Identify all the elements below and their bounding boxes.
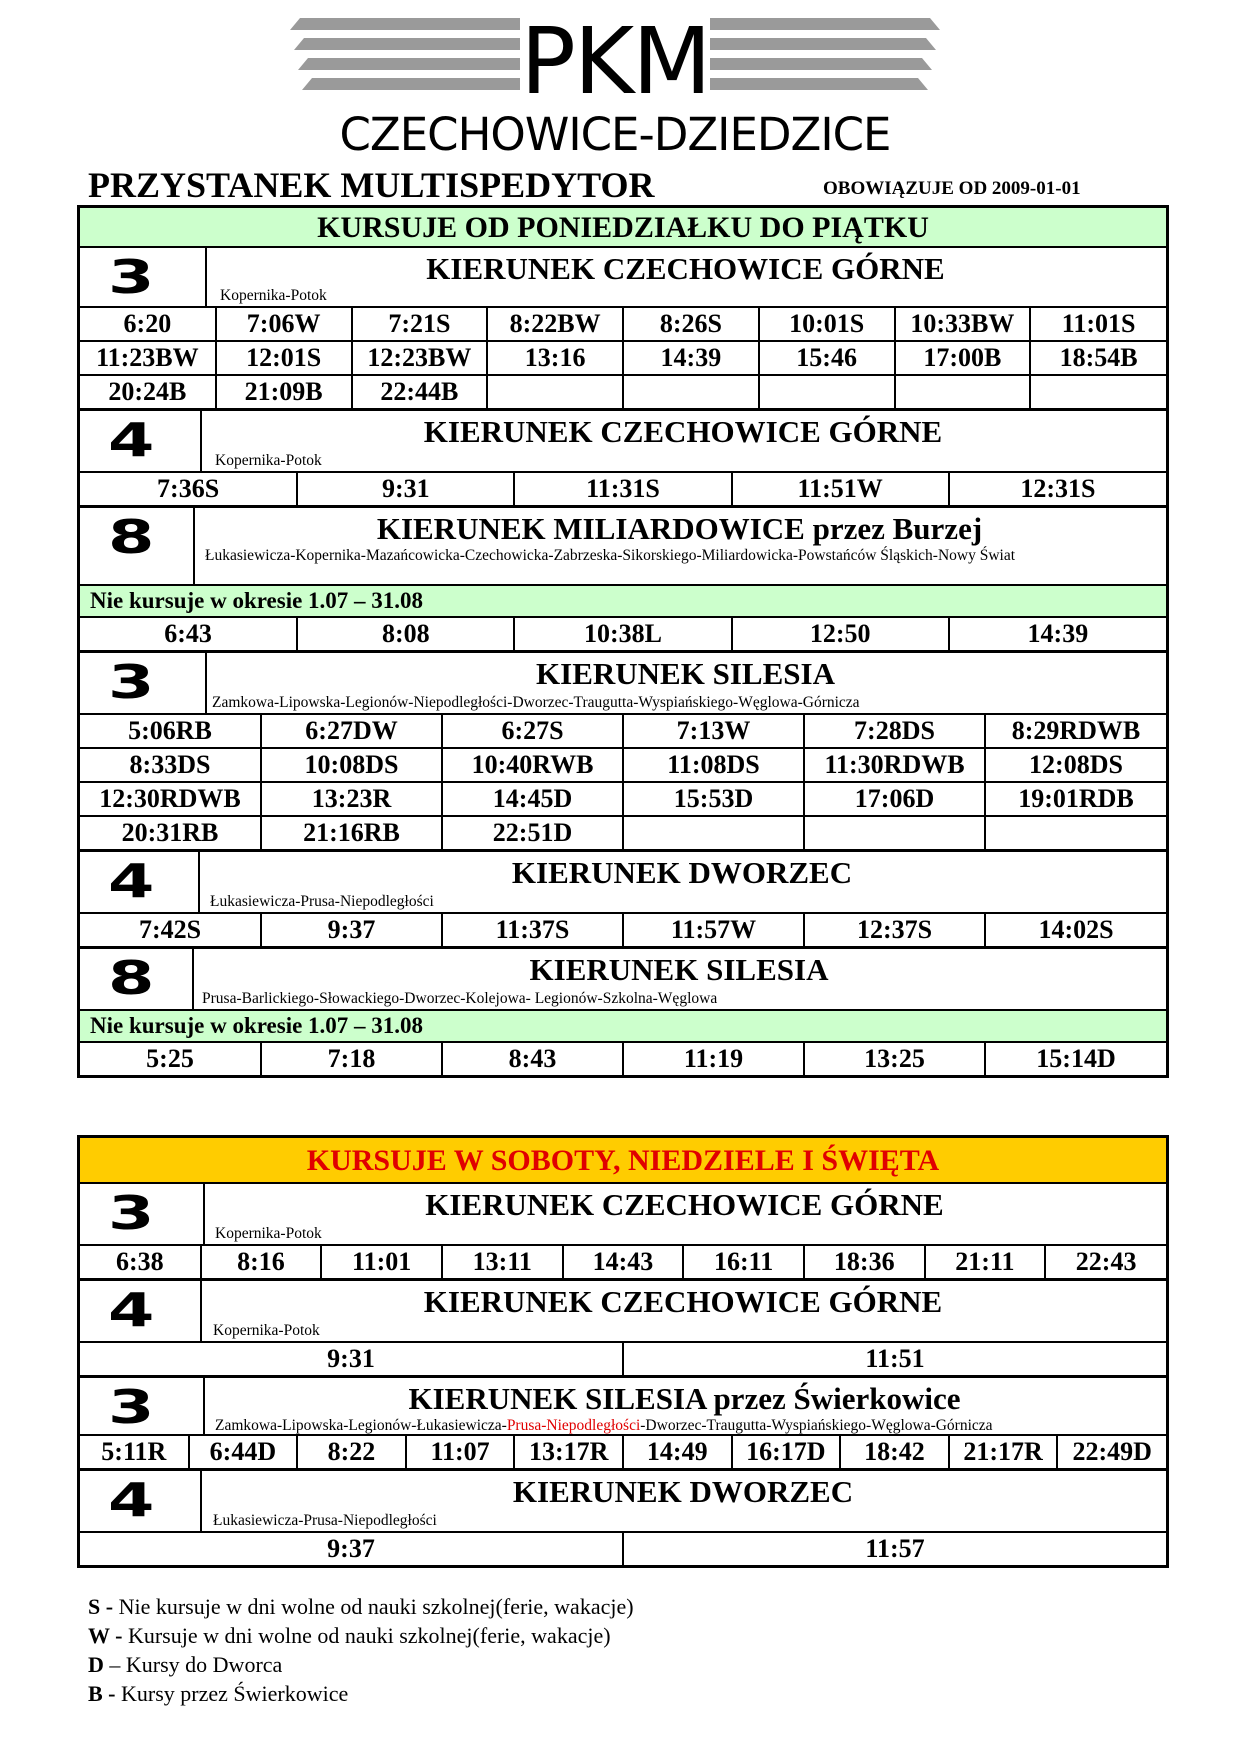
departure-time: 8:22 [297, 1436, 406, 1468]
departure-time: 21:17R [949, 1436, 1058, 1468]
table-row [80, 715, 1166, 748]
route-via: Zamkowa-Lipowska-Legionów-Łukasiewicza-Prusa-Niepodległości-Dworzec-Traugutta-Wyspiańskiego-Węglowa-Górnicza [215, 1417, 993, 1434]
departure-time: 16:11 [683, 1246, 804, 1278]
route-direction: KIERUNEK SILESIA przez Świerkowice [408, 1381, 961, 1416]
route-via: Kopernika-Potok [215, 452, 322, 469]
route-header [80, 508, 1166, 586]
stop-title: PRZYSTANEK MULTISPEDYTOR [88, 165, 655, 205]
departure-time: 12:30RDWB [80, 782, 261, 816]
departure-time: 11:19 [623, 1043, 804, 1075]
route-3 [80, 1184, 1166, 1281]
route-number: 4 [80, 1471, 202, 1531]
route-number: 4 [80, 411, 202, 471]
route-direction: KIERUNEK SILESIA [536, 656, 835, 691]
route-direction: KIERUNEK CZECHOWICE GÓRNE [423, 414, 943, 449]
departure-time: 13:16 [487, 341, 623, 375]
route-header [80, 1471, 1166, 1533]
route-via: Łukasiewicza-Prusa-Niepodległości [210, 893, 434, 910]
route-number: 8 [80, 949, 194, 1009]
route-header [80, 248, 1166, 308]
departure-time: 12:50 [732, 618, 949, 650]
departure-time: 8:26S [623, 308, 759, 341]
departure-time: 6:27DW [261, 715, 442, 748]
departure-table [80, 1436, 1166, 1468]
departure-time: 13:25 [804, 1043, 985, 1075]
table-row [80, 914, 1166, 946]
departure-time: 7:18 [261, 1043, 442, 1075]
departure-time [985, 816, 1166, 849]
departure-time: 6:44D [189, 1436, 298, 1468]
route-4 [80, 411, 1166, 508]
route-via: Kopernika-Potok [213, 1322, 320, 1339]
route-direction: KIERUNEK SILESIA [529, 952, 829, 987]
departure-time: 14:39 [949, 618, 1166, 650]
departure-time: 19:01RDB [985, 782, 1166, 816]
departure-table [80, 1246, 1166, 1278]
departure-time: 22:51D [442, 816, 623, 849]
route-number: 4 [80, 1281, 202, 1341]
weekday-timetable [77, 205, 1169, 1078]
departure-time: 18:54B [1030, 341, 1166, 375]
departure-time: 15:14D [985, 1043, 1166, 1075]
valid-from: OBOWIĄZUJE OD 2009-01-01 [823, 178, 1081, 199]
departure-time: 7:42S [80, 914, 261, 946]
departure-time: 11:23BW [80, 341, 216, 375]
departure-time [804, 816, 985, 849]
departure-time: 11:30RDWB [804, 748, 985, 782]
table-row [80, 1436, 1166, 1468]
departure-table [80, 715, 1166, 849]
weekend-timetable [77, 1135, 1169, 1568]
departure-time: 13:23R [261, 782, 442, 816]
weekend-band: KURSUJE W SOBOTY, NIEDZIELE I ŚWIĘTA [80, 1138, 1166, 1184]
departure-time: 8:22BW [487, 308, 623, 341]
route-number: 3 [80, 248, 207, 306]
departure-time [759, 375, 895, 408]
weekday-band: KURSUJE OD PONIEDZIAŁKU DO PIĄTKU [80, 208, 1166, 248]
route-3 [80, 248, 1166, 411]
departure-time: 8:29RDWB [985, 715, 1166, 748]
departure-time: 11:51W [732, 473, 949, 505]
route-header [80, 653, 1166, 715]
pkm-logo [290, 8, 940, 161]
departure-table [80, 1533, 1166, 1565]
departure-table [80, 1343, 1166, 1375]
route-direction: KIERUNEK DWORZEC [512, 1474, 854, 1509]
departure-table [80, 473, 1166, 505]
departure-time: 9:37 [80, 1533, 623, 1565]
route-header [80, 949, 1166, 1011]
departure-time: 14:39 [623, 341, 759, 375]
departure-time: 11:51 [623, 1343, 1166, 1375]
departure-time: 17:00B [895, 341, 1031, 375]
departure-time: 7:13W [623, 715, 804, 748]
departure-time: 10:33BW [895, 308, 1031, 341]
departure-table [80, 1043, 1166, 1075]
route-3 [80, 653, 1166, 852]
table-row [80, 308, 1166, 341]
table-row [80, 1533, 1166, 1565]
route-8 [80, 508, 1166, 653]
departure-time: 7:21S [352, 308, 488, 341]
departure-time: 7:06W [216, 308, 352, 341]
departure-time: 11:37S [442, 914, 623, 946]
departure-time: 21:11 [925, 1246, 1046, 1278]
departure-time: 15:46 [759, 341, 895, 375]
departure-time: 14:45D [442, 782, 623, 816]
table-row [80, 341, 1166, 375]
departure-time: 21:16RB [261, 816, 442, 849]
table-row [80, 473, 1166, 505]
departure-time: 5:11R [80, 1436, 189, 1468]
logo-city: CZECHOWICE-DZIEDZICE [339, 108, 891, 161]
legend-item: B - Kursy przez Świerkowice [88, 1681, 349, 1706]
route-header [80, 1184, 1166, 1246]
route-via: Łukasiewicza-Kopernika-Mazańcowicka-Czechowicka-Zabrzeska-Sikorskiego-Miliardowicka-Powstańców Śląskich-Nowy Świat [205, 547, 1016, 564]
departure-time: 10:01S [759, 308, 895, 341]
departure-time: 5:25 [80, 1043, 261, 1075]
departure-time: 18:36 [804, 1246, 925, 1278]
route-via: Prusa-Barlickiego-Słowackiego-Dworzec-Kolejowa- Legionów-Szkolna-Węglowa [202, 990, 718, 1007]
departure-time [623, 375, 759, 408]
route-note: Nie kursuje w okresie 1.07 – 31.08 [80, 586, 1166, 618]
table-row [80, 375, 1166, 408]
departure-time: 8:43 [442, 1043, 623, 1075]
route-header [80, 1281, 1166, 1343]
departure-time [487, 375, 623, 408]
departure-time: 11:01 [321, 1246, 442, 1278]
departure-time: 9:31 [80, 1343, 623, 1375]
departure-time: 10:40RWB [442, 748, 623, 782]
departure-time: 8:33DS [80, 748, 261, 782]
table-row [80, 618, 1166, 650]
departure-time: 21:09B [216, 375, 352, 408]
route-4 [80, 852, 1166, 949]
departure-time: 11:31S [514, 473, 731, 505]
departure-time: 6:20 [80, 308, 216, 341]
route-direction: KIERUNEK CZECHOWICE GÓRNE [423, 1284, 943, 1319]
departure-time: 12:01S [216, 341, 352, 375]
departure-time: 6:43 [80, 618, 297, 650]
route-via: Łukasiewicza-Prusa-Niepodległości [213, 1512, 437, 1529]
departure-time: 20:24B [80, 375, 216, 408]
departure-time: 11:57W [623, 914, 804, 946]
departure-time [895, 375, 1031, 408]
route-via: Kopernika-Potok [215, 1225, 322, 1242]
departure-time: 18:42 [840, 1436, 949, 1468]
departure-time: 14:43 [563, 1246, 684, 1278]
route-note: Nie kursuje w okresie 1.07 – 31.08 [80, 1011, 1166, 1043]
departure-time: 17:06D [804, 782, 985, 816]
route-direction: KIERUNEK CZECHOWICE GÓRNE [425, 1187, 944, 1222]
route-4 [80, 1471, 1166, 1565]
departure-time: 9:37 [261, 914, 442, 946]
departure-time: 22:44B [352, 375, 488, 408]
departure-table [80, 914, 1166, 946]
departure-time: 11:07 [406, 1436, 515, 1468]
departure-time: 12:08DS [985, 748, 1166, 782]
departure-time: 5:06RB [80, 715, 261, 748]
departure-time: 11:57 [623, 1533, 1166, 1565]
route-header [80, 852, 1166, 914]
departure-time: 12:23BW [352, 341, 488, 375]
table-row [80, 1043, 1166, 1075]
route-via: Zamkowa-Lipowska-Legionów-Niepodległości-Dworzec-Traugutta-Wyspiańskiego-Węglowa-Górnicza [212, 694, 860, 711]
departure-time: 14:02S [985, 914, 1166, 946]
route-3 [80, 1378, 1166, 1471]
table-row [80, 782, 1166, 816]
route-via: Kopernika-Potok [220, 287, 327, 304]
departure-time: 12:37S [804, 914, 985, 946]
departure-time: 7:28DS [804, 715, 985, 748]
table-row [80, 816, 1166, 849]
route-direction: KIERUNEK DWORZEC [511, 855, 853, 890]
legend-item: W - Kursuje w dni wolne od nauki szkolnej(ferie, wakacje) [88, 1623, 611, 1648]
departure-time: 8:16 [201, 1246, 322, 1278]
departure-time: 12:31S [949, 473, 1166, 505]
departure-time: 13:11 [442, 1246, 563, 1278]
departure-time: 7:36S [80, 473, 297, 505]
route-number: 4 [80, 852, 200, 912]
departure-table [80, 618, 1166, 650]
route-8 [80, 949, 1166, 1075]
departure-time: 11:01S [1030, 308, 1166, 341]
departure-time: 14:49 [623, 1436, 732, 1468]
departure-time: 6:38 [80, 1246, 201, 1278]
departure-time: 10:08DS [261, 748, 442, 782]
departure-time: 9:31 [297, 473, 514, 505]
departure-table [80, 308, 1166, 408]
departure-time: 10:38L [514, 618, 731, 650]
route-direction: KIERUNEK MILIARDOWICE przez Burzej [376, 511, 983, 546]
departure-time: 11:08DS [623, 748, 804, 782]
route-header [80, 1378, 1166, 1436]
route-number: 3 [80, 1184, 205, 1244]
route-direction: KIERUNEK CZECHOWICE GÓRNE [426, 251, 945, 286]
departure-time [623, 816, 804, 849]
departure-time: 16:17D [732, 1436, 841, 1468]
route-4 [80, 1281, 1166, 1378]
route-number: 8 [80, 508, 195, 584]
logo-brand: PKM [520, 8, 710, 115]
via-highlight: Prusa-Niepodległości [506, 1417, 641, 1434]
legend-item: D – Kursy do Dworca [88, 1652, 283, 1677]
departure-time: 22:43 [1045, 1246, 1166, 1278]
departure-time: 22:49D [1057, 1436, 1166, 1468]
departure-time [1030, 375, 1166, 408]
departure-time: 20:31RB [80, 816, 261, 849]
route-number: 3 [80, 1378, 205, 1434]
legend-item: S - Nie kursuje w dni wolne od nauki szkolnej(ferie, wakacje) [88, 1594, 634, 1619]
departure-time: 6:27S [442, 715, 623, 748]
table-row [80, 1246, 1166, 1278]
route-number: 3 [80, 653, 207, 713]
route-header [80, 411, 1166, 473]
departure-time: 8:08 [297, 618, 514, 650]
departure-time: 13:17R [514, 1436, 623, 1468]
table-row [80, 1343, 1166, 1375]
departure-time: 15:53D [623, 782, 804, 816]
table-row [80, 748, 1166, 782]
